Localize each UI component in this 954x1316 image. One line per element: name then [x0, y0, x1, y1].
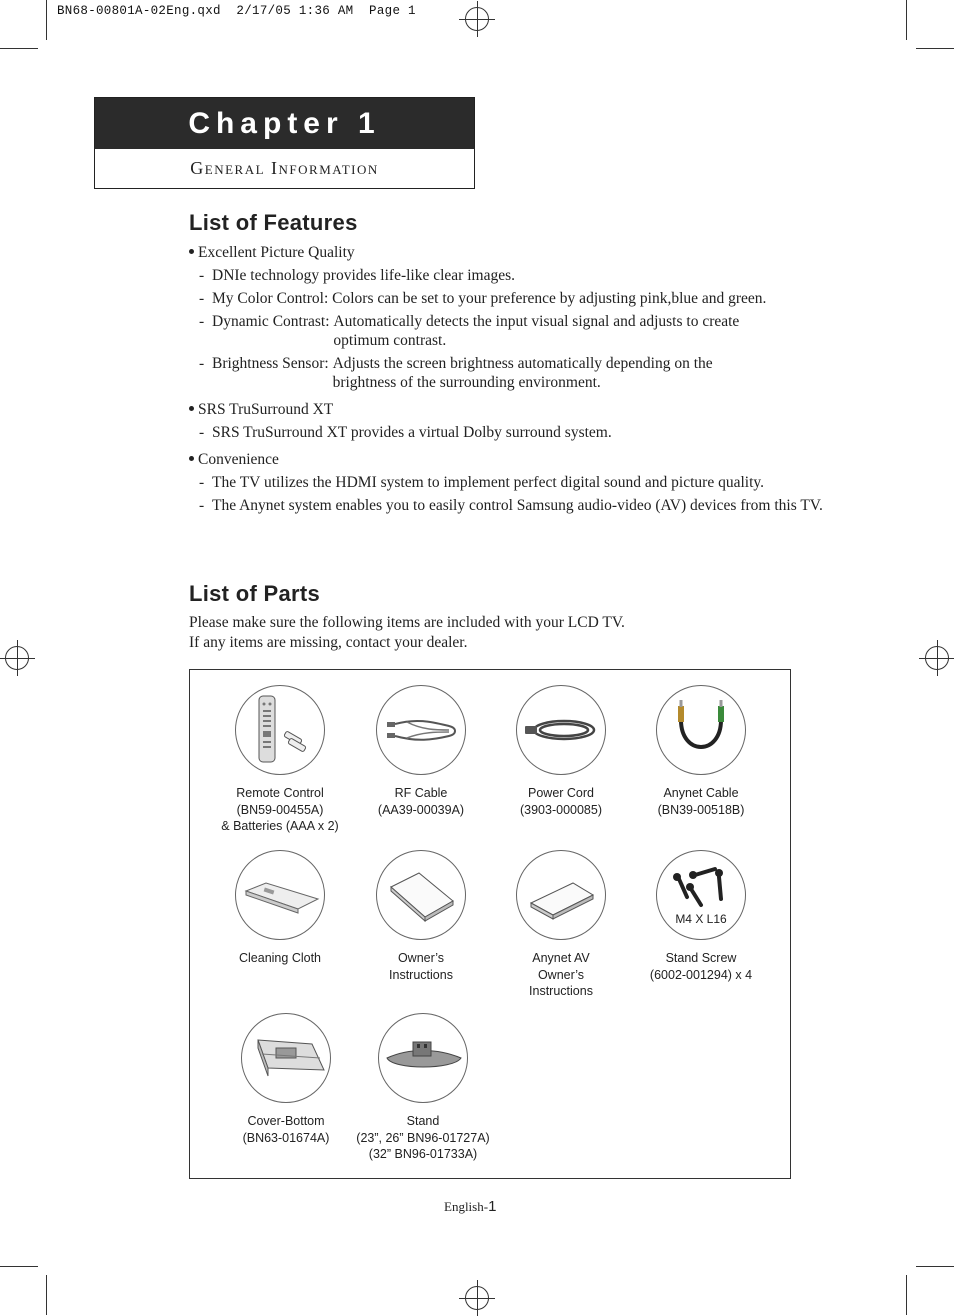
owners-manual-icon [376, 850, 466, 940]
power-cord-icon [516, 685, 606, 775]
registration-mark-icon [465, 1286, 489, 1310]
registration-mark-icon [925, 646, 949, 670]
cleaning-cloth-icon [235, 850, 325, 940]
bullet-icon [189, 456, 194, 461]
features-list [189, 243, 829, 515]
screw-size-note: M4 X L16 [675, 911, 727, 926]
part-power-cord: Power Cord (3903-000085) [481, 685, 641, 818]
registration-mark-icon [465, 7, 489, 31]
crop-mark [916, 48, 954, 49]
feature-item: - SRS TruSurround XT provides a virtual Dolby surround system. [199, 424, 612, 441]
part-anynet-av-instructions: Anynet AV Owner’s Instructions [481, 850, 641, 1000]
part-owners-instructions: Owner’s Instructions [341, 850, 501, 983]
page-footer: English-1 [444, 1198, 497, 1215]
print-slug: BN68-00801A-02Eng.qxd 2/17/05 1:36 AM Page 1 [57, 4, 416, 18]
crop-mark [906, 1275, 907, 1315]
part-stand: Stand (23”, 26” BN96-01727A) (32” BN96-01733A) [343, 1013, 503, 1163]
chapter-subtitle: General Information [190, 158, 379, 178]
feature-item: - Dynamic Contrast: Automatically detects the input visual signal and adjusts to create optimum contrast. [199, 313, 740, 349]
part-anynet-cable: Anynet Cable (BN39-00518B) [621, 685, 781, 818]
feature-item: - The Anynet system enables you to easily control Samsung audio-video (AV) devices from this TV. [199, 497, 823, 514]
part-cover-bottom: Cover-Bottom (BN63-01674A) [206, 1013, 366, 1146]
feature-group [189, 450, 829, 515]
feature-group-title: Excellent Picture Quality [198, 244, 355, 261]
cover-bottom-icon [241, 1013, 331, 1103]
parts-intro: Please make sure the following items are included with your LCD TV. If any items are missing, contact your dealer. [189, 614, 625, 651]
crop-mark [0, 48, 38, 49]
part-stand-screw: M4 X L16 Stand Screw (6002-001294) x 4 [621, 850, 781, 983]
bullet-icon [189, 249, 194, 254]
feature-item: - Brightness Sensor: Adjusts the screen brightness automatically depending on the brightness of the surrounding environment. [199, 355, 713, 391]
feature-group [189, 400, 829, 442]
parts-heading: List of Parts [189, 581, 321, 606]
parts-box [189, 669, 791, 1179]
crop-mark [46, 0, 47, 40]
part-rf-cable: RF Cable (AA39-00039A) [341, 685, 501, 818]
anynet-cable-icon [656, 685, 746, 775]
stand-screw-icon [656, 850, 746, 940]
feature-group-title: SRS TruSurround XT [198, 401, 334, 418]
feature-item: - My Color Control: Colors can be set to your preference by adjusting pink,blue and green. [199, 290, 767, 307]
remote-control-icon [235, 685, 325, 775]
stand-icon [378, 1013, 468, 1103]
crop-mark [906, 0, 907, 40]
registration-mark-icon [5, 646, 29, 670]
crop-mark [916, 1266, 954, 1267]
feature-group-title: Convenience [198, 451, 279, 468]
part-cleaning-cloth: Cleaning Cloth [200, 850, 360, 967]
part-remote-control: Remote Control (BN59-00455A) & Batteries (AAA x 2) [200, 685, 360, 835]
crop-mark [46, 1275, 47, 1315]
bullet-icon [189, 406, 194, 411]
crop-mark [0, 1266, 38, 1267]
features-heading: List of Features [189, 210, 358, 235]
feature-item: - The TV utilizes the HDMI system to implement perfect digital sound and picture quality. [199, 474, 764, 491]
chapter-title: Chapter 1 [95, 98, 474, 149]
rf-cable-icon [376, 685, 466, 775]
anynet-manual-icon [516, 850, 606, 940]
page-number: 1 [488, 1198, 497, 1215]
feature-group [189, 243, 829, 392]
chapter-header [94, 97, 475, 189]
feature-item: - DNIe technology provides life-like clear images. [199, 267, 515, 284]
